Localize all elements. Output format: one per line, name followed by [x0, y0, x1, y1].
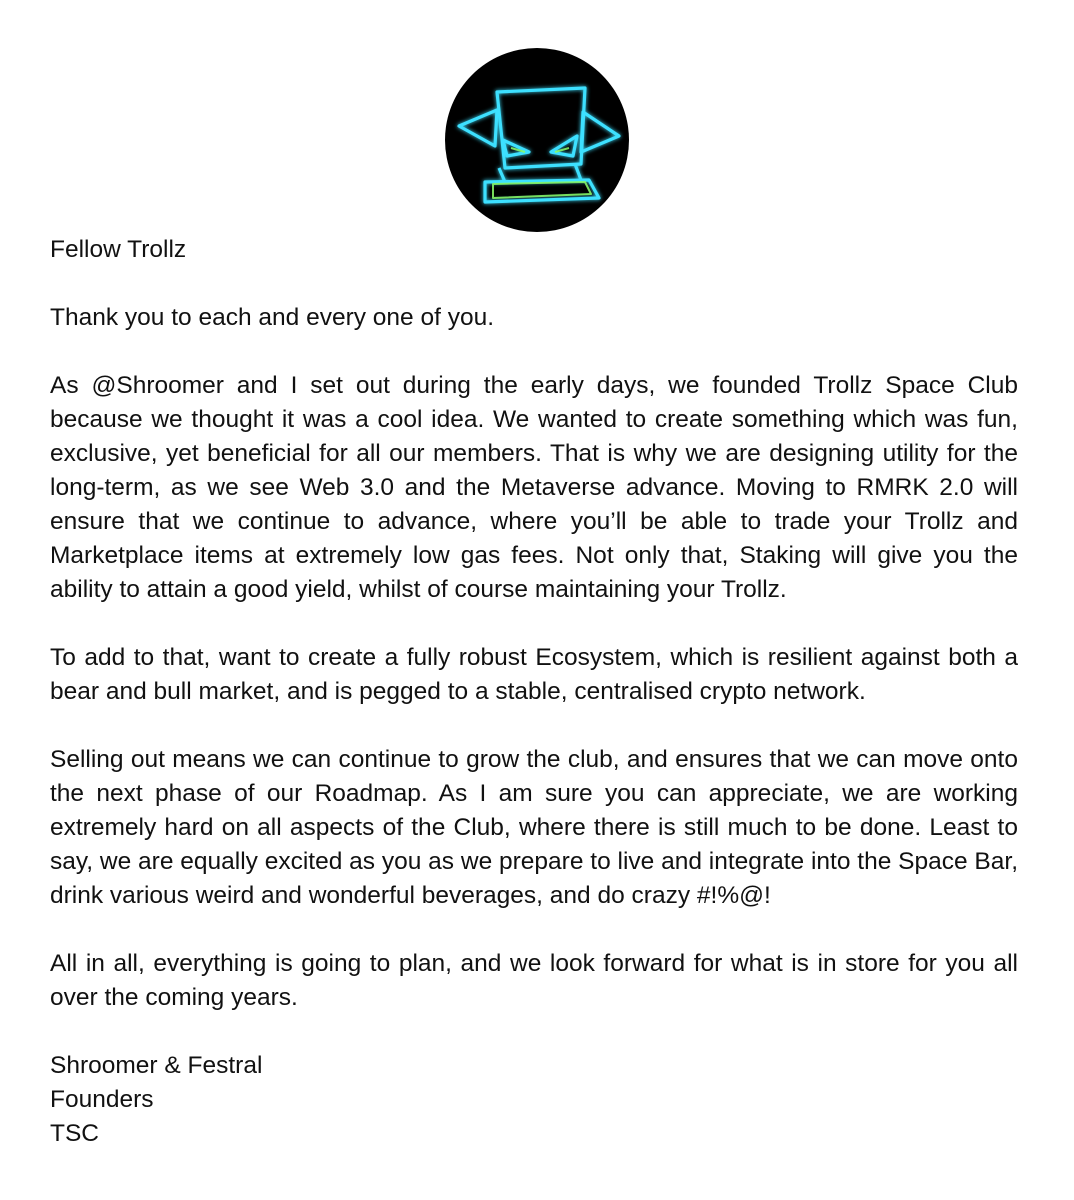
troll-mask-icon	[445, 48, 629, 232]
signoff-org: TSC	[50, 1120, 99, 1147]
letter-body	[50, 233, 1018, 1151]
paragraph-closing: All in all, everything is going to plan, and we look forward for what is in store for you all over the coming years.	[50, 950, 1018, 1011]
paragraph-founding: As @Shroomer and I set out during the early days, we founded Trollz Space Club because we thought it was a cool idea. We wanted to create something which was fun, exclusive, yet beneficial for all our members. That is why we are designing utility for the long-term, as we see Web 3.0 and the Metaverse advance. Moving to RMRK 2.0 will ensure that we continue to advance, where you’ll be able to trade your Trollz and Marketplace items at extremely low gas fees. Not only that, Staking will give you the ability to attain a good yield, whilst of course maintaining your Trollz.	[50, 372, 1018, 603]
signoff	[50, 1049, 1018, 1151]
paragraph-ecosystem: To add to that, want to create a fully robust Ecosystem, which is resilient against both a bear and bull market, and is pegged to a stable, centralised crypto network.	[50, 644, 1018, 705]
salutation: Fellow Trollz	[50, 236, 187, 263]
paragraph-thanks: Thank you to each and every one of you.	[50, 304, 495, 331]
signoff-role: Founders	[50, 1086, 154, 1113]
logo-circle	[445, 48, 629, 232]
club-logo	[445, 48, 629, 232]
paragraph-sellout: Selling out means we can continue to grow the club, and ensures that we can move onto the next phase of our Roadmap. As I am sure you can appreciate, we are working extremely hard on all aspects of the Club, where there is still much to be done. Least to say, we are equally excited as you as we prepare to live and integrate into the Space Bar, drink various weird and wonderful beverages, and do crazy #!%@!	[50, 746, 1018, 909]
signoff-names: Shroomer & Festral	[50, 1052, 263, 1079]
